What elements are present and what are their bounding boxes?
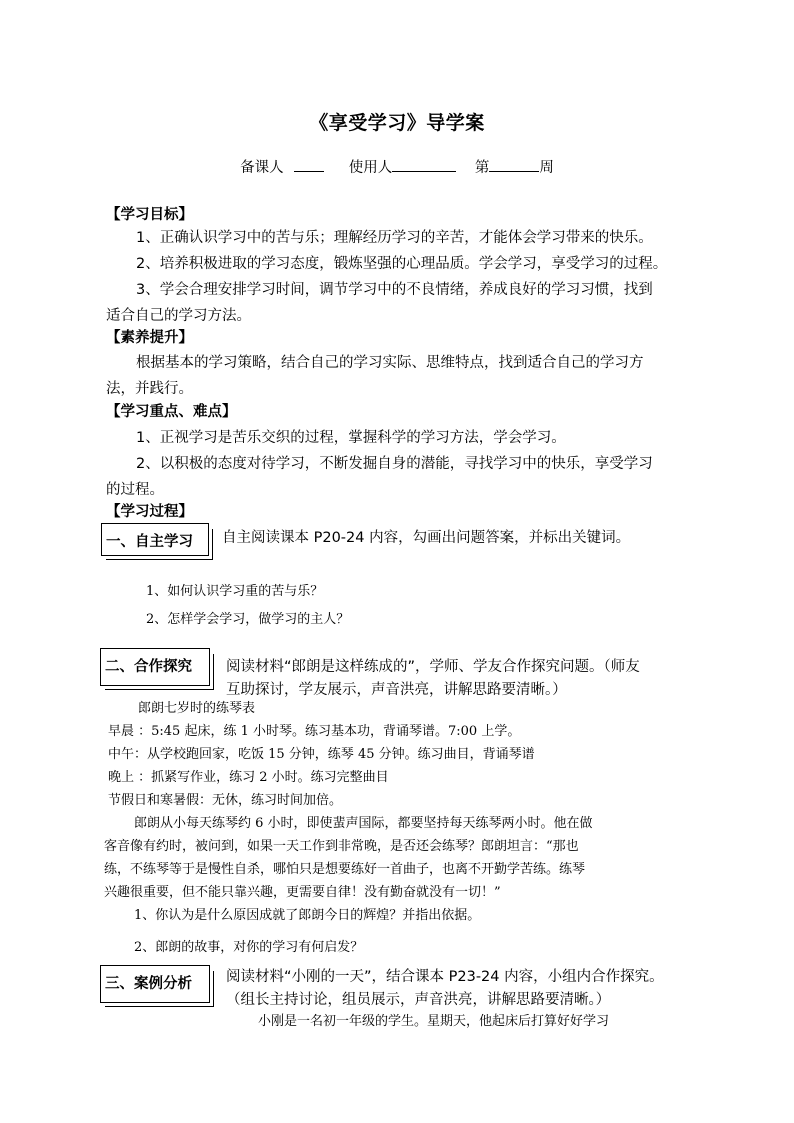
- practice-table-title: 郎朗七岁时的练琴表: [138, 701, 256, 716]
- preparer-blank: [294, 157, 324, 172]
- section3-label-box: [100, 965, 210, 1003]
- page-title: 《享受学习》导学案: [309, 112, 485, 134]
- keypoints-heading: 【学习重点、难点】: [106, 404, 237, 420]
- literacy-line2: 法，并践行。: [106, 381, 193, 397]
- section2-intro-line2: 互助探讨，学友展示，声音洪亮，讲解思路要清晰。）: [226, 682, 567, 698]
- practice-holiday: 节假日和寒暑假：无休，练习时间加倍。: [108, 793, 343, 808]
- preparer-label: 备课人: [240, 160, 284, 176]
- keypoint-item-1: 1、正视学习是苦乐交织的过程，掌握科学的学习方法，学会学习。: [136, 430, 566, 446]
- section1-question-2: 2、怎样学会学习，做学习的主人？: [146, 612, 350, 627]
- goal-item-3-line1: 3、学会合理安排学习时间，调节学习中的不良情绪，养成良好的学习习惯，找到: [136, 282, 653, 298]
- goal-item-3-line2: 适合自己的学习方法。: [106, 308, 251, 324]
- practice-morning: 早晨 ：5:45 起床，练 1 小时琴。练习基本功，背诵琴谱。7:00 上学。: [108, 724, 521, 739]
- story-line-4: 兴趣很重要，但不能只靠兴趣，更需要自律！没有勤奋就没有一切！”: [104, 885, 501, 900]
- section2-label: 二、合作探究: [105, 659, 192, 675]
- practice-noon: 中午：从学校跑回家，吃饭 15 分钟，练琴 45 分钟。练习曲目，背诵琴谱: [108, 747, 535, 762]
- section3-story-line-1: 小刚是一名初一年级的学生。星期天，他起床后打算好好学习: [258, 1014, 610, 1029]
- section1-label: 一、自主学习: [106, 534, 193, 550]
- process-heading: 【学习过程】: [106, 504, 193, 520]
- story-line-1: 郎朗从小每天练琴约 6 小时，即使蜚声国际，都要坚持每天练琴两小时。他在做: [134, 816, 593, 831]
- keypoint-item-2-line1: 2、以积极的态度对待学习，不断发掘自身的潜能，寻找学习中的快乐，享受学习: [136, 456, 653, 472]
- goals-heading: 【学习目标】: [106, 207, 193, 223]
- literacy-heading: 【素养提升】: [106, 330, 193, 346]
- section2-question-2: 2、郎朗的故事，对你的学习有何启发？: [134, 940, 364, 955]
- goal-item-1: 1、正确认识学习中的苦与乐；理解经历学习的辛苦，才能体会学习带来的快乐。: [136, 230, 653, 246]
- section1-intro: 自主阅读课本 P20-24 内容，勾画出问题答案，并标出关键词。: [222, 530, 631, 546]
- section1-question-1: 1、如何认识学习重的苦与乐？: [146, 584, 324, 599]
- keypoint-item-2-line2: 的过程。: [106, 482, 164, 498]
- section2-label-box: [100, 648, 210, 686]
- goal-item-2: 2、培养积极进取的学习态度，锻炼坚强的心理品质。学会学习，享受学习的过程。: [136, 256, 668, 272]
- week-suffix: 周: [539, 160, 554, 176]
- section2-question-1: 1、你认为是什么原因成就了郎朗今日的辉煌？并指出依据。: [134, 908, 481, 923]
- section3-label: 三、案例分析: [105, 976, 192, 992]
- story-line-3: 练，不练琴等于是慢性自杀，哪怕只是想要练好一首曲子，也离不开勤学苦练。练琴: [104, 862, 586, 877]
- user-blank: [392, 157, 456, 172]
- user-label: 使用人: [348, 160, 393, 176]
- section1-label-box: [101, 523, 209, 556]
- practice-evening: 晚上 ：抓紧写作业，练习 2 小时。练习完整曲目: [108, 770, 389, 785]
- week-blank: [489, 157, 539, 172]
- literacy-line1: 根据基本的学习策略，结合自己的学习实际、思维特点，找到适合自己的学习方: [136, 355, 644, 371]
- section2-intro-line1: 阅读材料“郎朗是这样练成的”，学师、学友合作探究问题。（师友: [226, 659, 640, 675]
- story-line-2: 客音像有约时，被问到，如果一天工作到非常晚，是否还会练琴？郎朗坦言：“那也: [104, 839, 579, 854]
- meta-line: [0, 156, 794, 177]
- week-prefix: 第: [474, 160, 490, 176]
- section3-intro-line2: （组长主持讨论，组员展示，声音洪亮，讲解思路要清晰。）: [226, 992, 611, 1008]
- section3-intro-line1: 阅读材料“小刚的一天”，结合课本 P23-24 内容，小组内合作探究。: [226, 969, 664, 985]
